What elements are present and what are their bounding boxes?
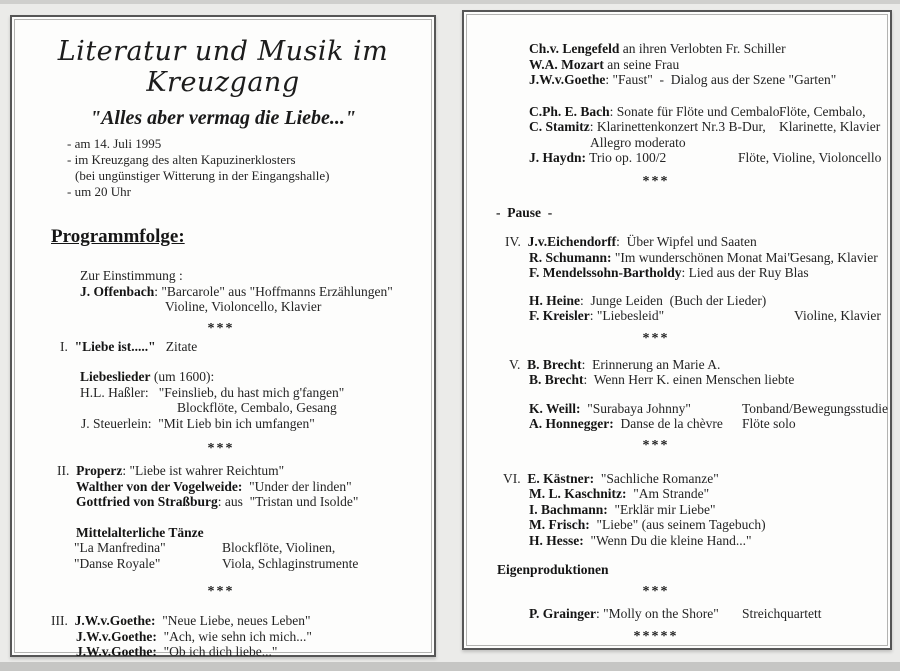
instrumentation-column: Violine, Klavier [794,308,881,323]
program-line [467,533,887,549]
program-line [15,400,431,416]
page-right-inner-border [466,14,888,646]
line-text: "Ob ich dich liebe..." [156,644,278,659]
program-line [67,168,431,184]
author-name: Ch.v. Lengefeld [529,41,620,56]
program-line [467,205,887,221]
program-line [15,613,431,629]
program-line [467,104,887,120]
program-title: Literatur und Musik im Kreuzgang [57,36,389,98]
spacer [467,346,887,357]
line-text: Trio op. 100/2 [586,150,667,165]
event-details [67,136,431,200]
line-text: : "Faust" - Dialog aus der Szene "Garten" [605,72,837,87]
instrumentation-column: Gesang, Klavier [790,249,878,265]
author-name: J. Haydn: [529,150,587,165]
program-line [467,401,887,417]
line-text: : Lied aus der Ruy Blas [681,265,809,280]
program-line [467,41,887,57]
author-name: H. Heine [529,292,580,308]
instrumentation-column: Viola, Schlaginstrumente [222,555,359,571]
line-text: : "Molly on the Shore" [596,605,719,621]
spacer [467,621,887,629]
instrumentation-column: Klarinette, Klavier [779,119,881,134]
program-line [467,471,887,487]
spacer [467,453,887,471]
spacer [15,599,431,613]
author-name: Properz [76,463,123,478]
author-name: Gottfried von Straßburg [76,494,218,509]
line-text: : Wenn Herr K. einen Menschen liebte [583,372,795,387]
instrumentation-column: Blockflöte, Violinen, [222,540,336,555]
author-name: P. Grainger [529,605,596,621]
program-line [15,556,431,572]
program-line [467,135,887,151]
author-name: H. Hesse: [529,532,584,548]
line-text: H.L. Haßler: "Feinslieb, du hast mich g'fangen" [80,384,345,400]
separator-asterisks: *** [642,173,670,189]
line-text: IV. [505,234,528,249]
program-line [467,293,887,309]
program-line [467,606,887,622]
line-text: VI. [503,470,528,486]
spacer [15,431,431,441]
program-line [467,517,887,533]
author-name: C. Stamitz [529,119,590,134]
spacer [467,281,887,293]
program-line [67,184,431,200]
line-text: Allegro moderato [590,134,686,150]
program-line [467,234,887,250]
line-text: Zur Einstimmung : [80,268,183,283]
spacer [467,324,887,331]
scan-edge-bottom [0,662,900,671]
author-name: C.Ph. E. Bach [529,103,610,119]
spacer [15,510,431,525]
author-name: Walther von der Vogelweide: [76,478,243,494]
line-text: : Erinnerung an Marie A. [581,356,721,372]
separator-asterisks: *** [207,584,235,599]
program-lines-right [467,41,887,644]
line-text: "Danse Royale" [74,555,161,571]
line-text: - im Kreuzgang des alten Kapuzinerklosters [67,152,296,167]
program-line [467,562,887,578]
line-text: Violine, Violoncello, Klavier [165,299,322,314]
line-text: - um 20 Uhr [67,184,131,199]
author-name: W.A. Mozart [529,56,604,72]
line-text: "Ach, wie sehn ich mich..." [156,628,312,644]
author-name: I. Bachmann: [529,501,608,517]
spacer [467,88,887,104]
page-left-inner-border [14,19,432,659]
separator-asterisks: *** [642,437,670,453]
program-line [67,136,431,152]
author-name: J.W.v.Goethe: [76,644,157,659]
program-line [467,308,887,324]
author-name: F. Kreisler [529,308,590,323]
program-line [15,494,431,510]
line-text: : "Liebesleid" [589,308,665,323]
line-text: "Liebe" (aus seinem Tagebuch) [589,517,766,532]
spacer [15,571,431,584]
line-text: : Klarinettenkonzert Nr.3 B-Dur, [589,119,766,134]
programmfolge-heading: Programmfolge: [51,226,185,247]
instrumentation-column: Flöte, Cembalo, [779,103,866,119]
program-line [467,150,887,166]
instrumentation-column: Flöte solo [742,416,796,431]
program-line [15,268,431,284]
line-text: "Erklär mir Liebe" [607,501,716,517]
spacer [467,189,887,205]
program-line [467,250,887,266]
line-text: "Under der linden" [242,478,352,494]
line-text: : Sonate für Flöte und Cembalo [609,103,780,119]
line-text: V. [509,356,528,372]
program-line [15,339,431,355]
separator-asterisks: *** [207,320,235,336]
author-name: B. Brecht [529,372,584,387]
instrumentation-column: Flöte, Violine, Violoncello [738,150,882,165]
program-line [15,479,431,495]
author-name: Mittelalterliche Tänze [76,524,204,540]
author-name: M. L. Kaschnitz: [529,486,627,501]
line-text: : aus "Tristan und Isolde" [217,494,359,509]
spacer [467,166,887,174]
line-text: "Am Strande" [626,486,710,501]
line-text: "Sachliche Romanze" [594,470,719,486]
author-name: J.v.Eichendorff [527,234,617,249]
program-line [467,265,887,281]
program-page-left [10,15,436,657]
program-line [467,72,887,88]
author-name: J.W.v.Goethe: [76,628,157,644]
line-text: "La Manfredina" [74,540,166,555]
program-line [467,119,887,135]
author-name: J.W.v.Goethe [529,72,606,87]
program-subtitle: "Alles aber vermag die Liebe..." [89,107,357,129]
line-text: Zitate [155,338,198,354]
line-text: Blockflöte, Cembalo, Gesang [177,400,337,415]
separator-asterisks: *** [207,441,235,456]
program-line [467,416,887,432]
line-text: : "Barcarole" aus "Hoffmanns Erzählungen" [154,283,393,299]
author-name: K. Weill: [529,400,581,416]
author-name: F. Mendelssohn-Bartholdy [529,265,682,280]
author-name: R. Schumann: [529,249,612,265]
author-name: Liebeslieder [80,369,151,384]
line-text: "Im wunderschönen Monat Mai" [611,249,793,265]
spacer [467,388,887,401]
spacer [467,599,887,606]
spacer [15,456,431,463]
line-text: : Über Wipfel und Saaten [616,234,757,249]
line-text: : "Liebe ist wahrer Reichtum" [122,463,285,478]
line-text: II. [57,463,77,478]
program-lines-left [15,268,431,660]
spacer [467,548,887,562]
line-text: an ihren Verlobten Fr. Schiller [619,41,786,56]
instrumentation-column: Tonband/Bewegungsstudie [742,400,889,416]
instrumentation-column: Streichquartett [742,605,822,621]
program-line [15,540,431,556]
author-name: B. Brecht [527,356,582,372]
program-line [15,525,431,541]
author-name: J. Offenbach [80,283,155,299]
separator-asterisks: ***** [633,629,679,644]
line-text: Danse de la chèvre [613,416,723,431]
program-line [15,369,431,385]
spacer [467,220,887,234]
program-line [467,502,887,518]
author-name: Eigenproduktionen [497,562,609,577]
line-text: : Junge Leiden (Buch der Lieder) [580,292,767,308]
line-text: III. [51,613,75,628]
author-name: J.W.v.Goethe: [74,613,156,628]
author-name: - Pause - [496,204,553,220]
line-text: an seine Frau [603,56,680,72]
scan-edge-top [0,0,900,4]
line-text: "Neue Liebe, neues Leben" [155,613,311,628]
line-text: (bei ungünstiger Witterung in der Eingangshalle) [75,168,330,183]
line-text: J. Steuerlein: "Mit Lieb bin ich umfangen" [81,415,315,431]
program-line [15,299,431,315]
program-page-right [462,10,892,650]
spacer [15,354,431,369]
program-line [15,463,431,479]
program-line [467,486,887,502]
program-line [467,57,887,73]
program-line [15,385,431,401]
program-line [15,284,431,300]
separator-asterisks: *** [642,583,670,599]
line-text: "Wenn Du die kleine Hand..." [583,532,752,548]
program-line [15,644,431,660]
author-name: E. Kästner: [527,470,595,486]
author-name: A. Honnegger: [529,416,614,431]
author-name: M. Frisch: [529,517,590,532]
separator-asterisks: *** [642,330,670,346]
program-line [15,416,431,432]
line-text: "Surabaya Johnny" [580,400,691,416]
program-line [15,629,431,645]
program-line [467,372,887,388]
line-text: - am 14. Juli 1995 [67,136,162,151]
program-line [467,357,887,373]
line-text: (um 1600): [150,369,215,384]
line-text: I. [60,338,75,354]
author-name: "Liebe ist....." [74,338,156,354]
program-line [67,152,431,168]
